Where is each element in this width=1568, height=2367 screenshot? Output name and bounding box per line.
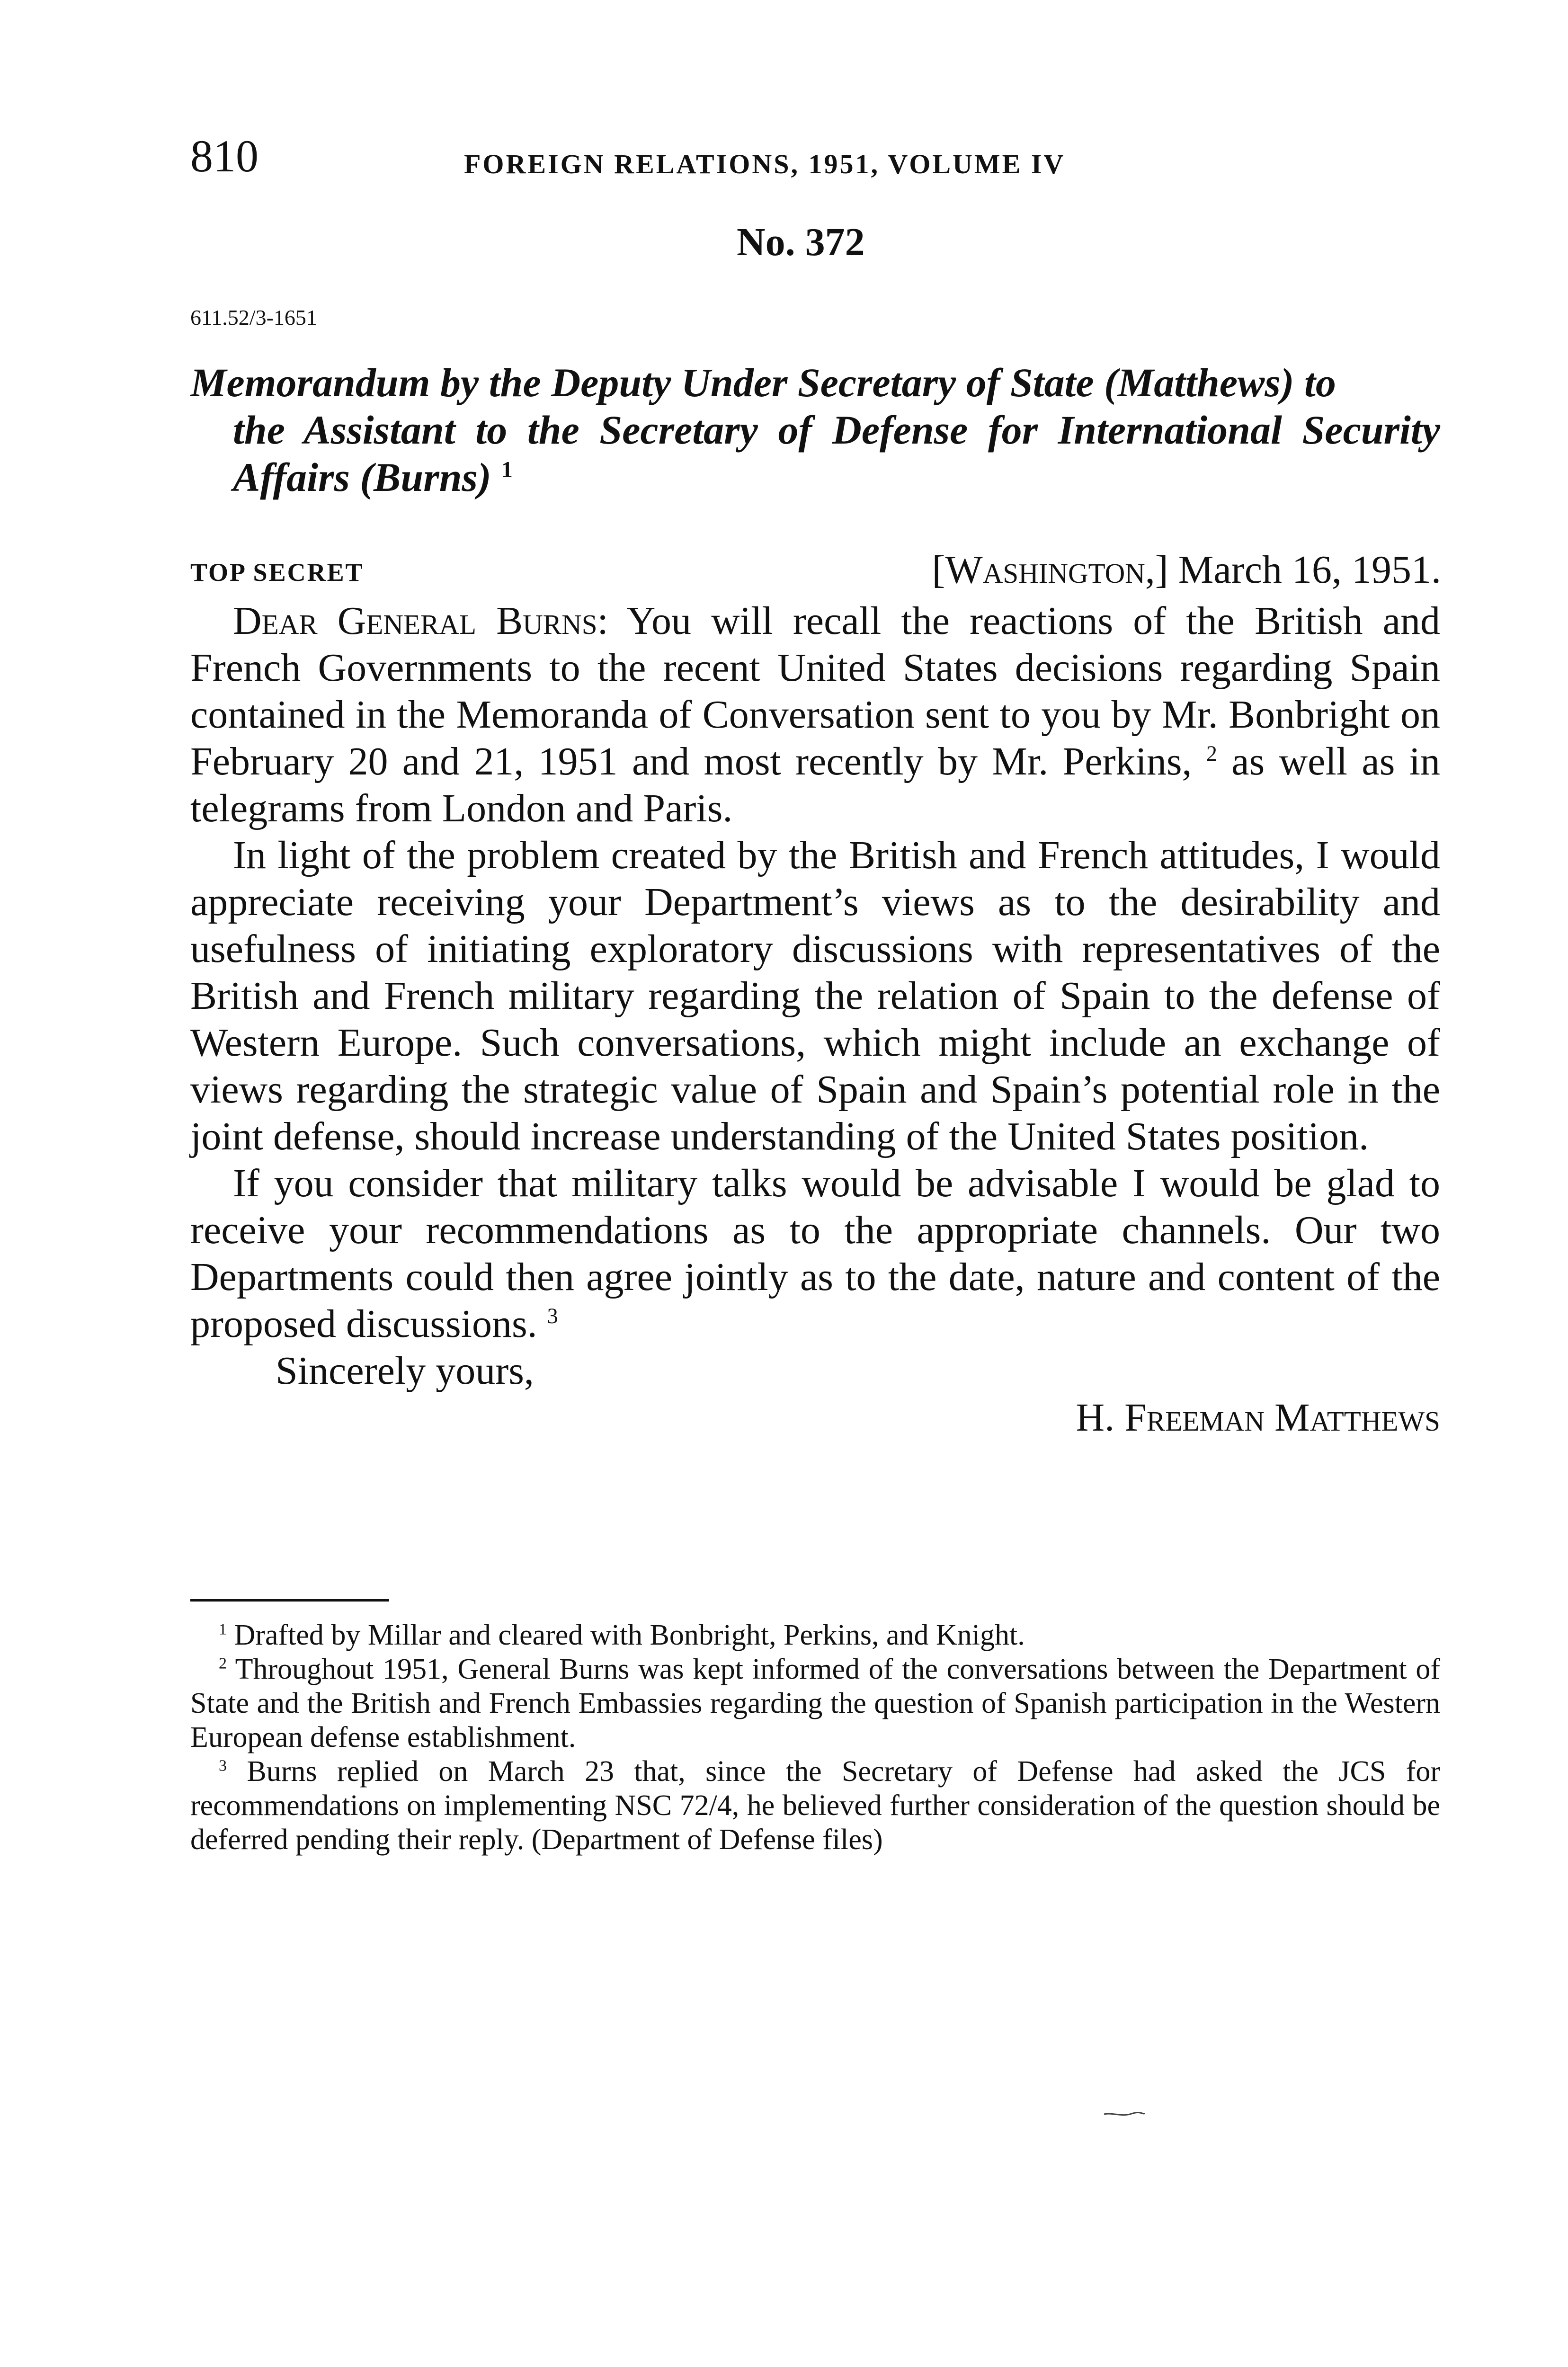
letter-paragraph xyxy=(190,597,1440,832)
running-head: FOREIGN RELATIONS, 1951, VOLUME IV xyxy=(464,149,1066,179)
paragraph-text: You will recall the reactions of the British and French Governments to the recent United States decisions regarding Spain contained in the Memoranda of Conversation sent to you by Mr. Bonbright on February 20 and 21, 1951 and most recently by Mr. Perkins, xyxy=(190,599,1440,783)
page-number: 810 xyxy=(190,131,258,181)
footnote xyxy=(190,1652,1440,1754)
memo-title xyxy=(190,359,1440,501)
footnote-marker: 3 xyxy=(219,1757,227,1775)
file-number: 611.52/3-1651 xyxy=(190,305,317,329)
memo-title-rest-text: the Assistant to the Secretary of Defense for International Security Affairs (Burns) xyxy=(233,407,1440,500)
footnote-divider xyxy=(190,1599,389,1602)
paragraph-text: If you consider that military talks would be advisable I would be glad to receive your recommendations as to the appropriate channels. Our two Departments could then agree jointly as to the date, nature and content of the proposed discussions. xyxy=(190,1161,1440,1346)
memo-title-line1: Memorandum by the Deputy Under Secretary of State (Matthews) to xyxy=(190,360,1336,405)
date-place: [Washington,] xyxy=(932,548,1168,592)
document-number: No. 372 xyxy=(737,220,865,264)
footnote-text: Throughout 1951, General Burns was kept informed of the conversations between the Department of State and the British and French Embassies regarding the question of Spanish participation in the Western European defense establishment. xyxy=(190,1653,1440,1753)
letter-body xyxy=(190,597,1440,1441)
footnote-text: Drafted by Millar and cleared with Bonbright, Perkins, and Knight. xyxy=(234,1619,1025,1651)
footnote xyxy=(190,1754,1440,1857)
footnote-text: Burns replied on March 23 that, since the Secretary of Defense had asked the JCS for recommendations on implementing NSC 72/4, he believed further consideration of the question should be deferred pending their reply. (Department of Defense files) xyxy=(190,1755,1441,1856)
footnote-ref: 3 xyxy=(547,1304,558,1328)
salutation: Dear General Burns: xyxy=(233,599,608,643)
footnote-marker: 2 xyxy=(219,1655,227,1673)
footnotes xyxy=(190,1618,1440,1857)
closing: Sincerely yours, xyxy=(276,1349,534,1393)
letter-paragraph: In light of the problem created by the British and French attitudes, I would appreciate receiving your Department’s views as to the desirability and usefulness of initiating exploratory discussions with representatives of the British and French military regarding the relation of Spain to the defense of Western Europe. Such conversations, which might include an exchange of views regarding the strategic value of Spain and Spain’s potential role in the joint defense, should increase understanding of the United States position. xyxy=(190,833,1440,1158)
date: March 16, 1951. xyxy=(1178,548,1441,592)
ink-smudge xyxy=(1103,2111,1146,2118)
signature: H. Freeman Matthews xyxy=(1076,1396,1440,1440)
footnote xyxy=(190,1618,1440,1652)
footnote-ref: 2 xyxy=(1206,741,1217,765)
memo-title-rest xyxy=(190,406,1440,501)
footnote-ref: 1 xyxy=(501,457,513,482)
dateline xyxy=(932,550,1441,590)
paragraph-text: as well as in telegrams from London and Paris. xyxy=(190,739,1441,830)
footnote-marker: 1 xyxy=(219,1620,227,1638)
letter-paragraph xyxy=(190,1160,1440,1347)
classification-label: TOP SECRET xyxy=(190,558,364,587)
